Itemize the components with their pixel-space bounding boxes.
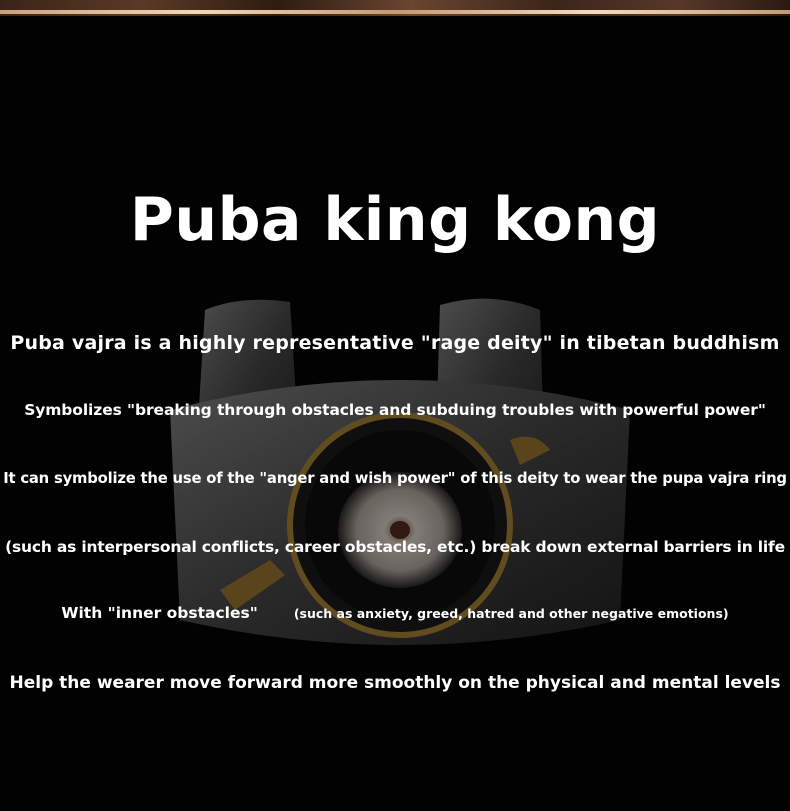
top-gold-rule [0,10,790,14]
description-line-1: Puba vajra is a highly representative "rage deity" in tibetan buddhism [10,332,780,354]
inner-obstacles-examples: (such as anxiety, greed, hatred and other negative emotions) [293,606,729,621]
description-line-3: It can symbolize the use of the "anger and wish power" of this deity to wear the pupa vajra ring [3,470,787,487]
inner-obstacles-text: With "inner obstacles" [61,604,258,622]
description-line-2: Symbolizes "breaking through obstacles and subduing troubles with powerful power" [24,401,766,419]
description-line-5 [0,604,790,622]
description-line-4: (such as interpersonal conflicts, career obstacles, etc.) break down external barriers in life [5,538,785,556]
page-title: Puba king kong [129,185,661,255]
description-line-6: Help the wearer move forward more smoothly on the physical and mental levels [9,673,781,693]
